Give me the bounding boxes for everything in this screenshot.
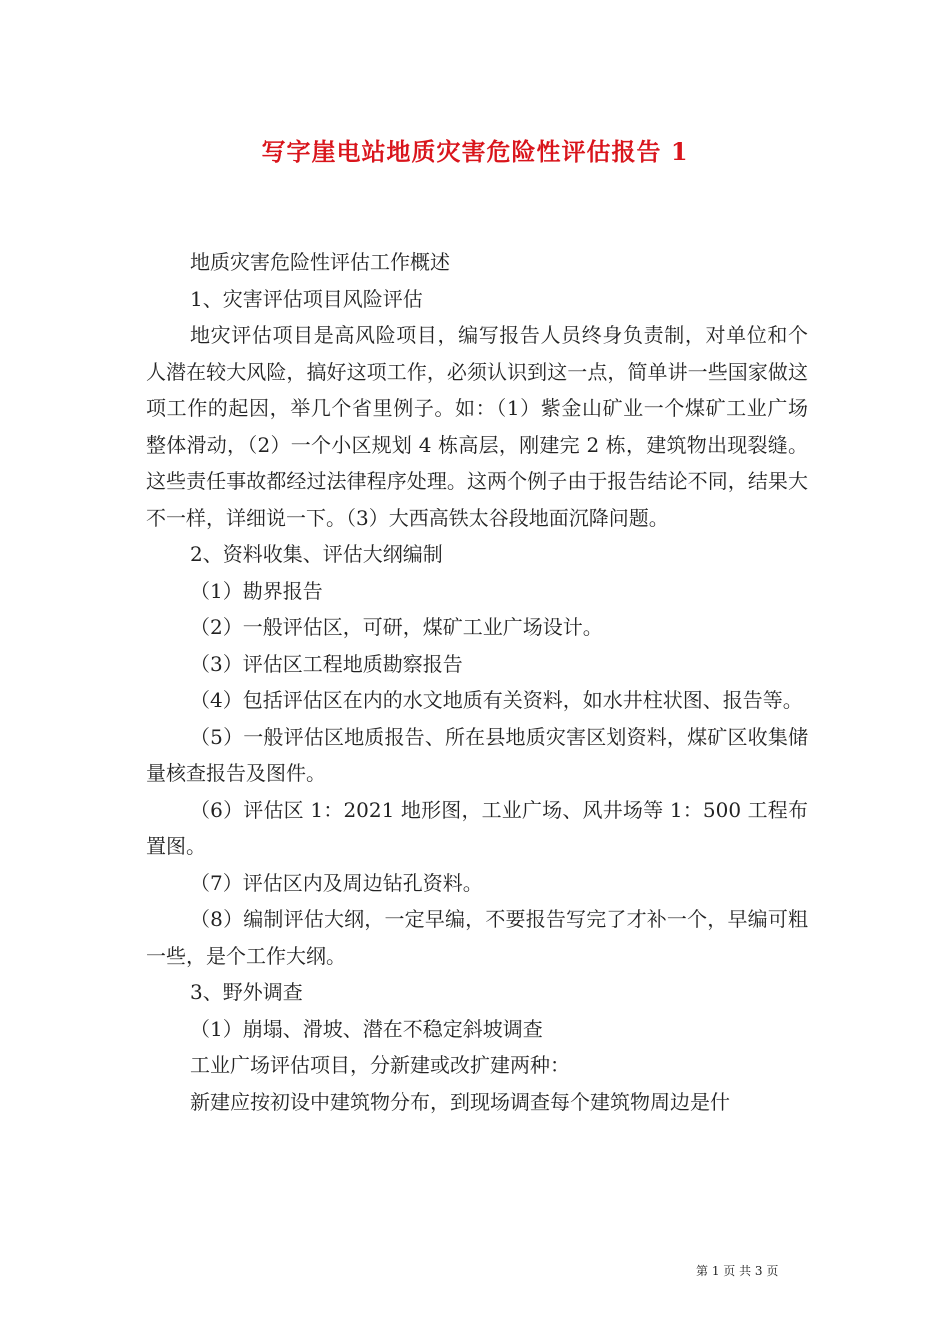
paragraph: 2、资料收集、评估大纲编制 <box>190 542 443 566</box>
paragraph: （4）包括评估区在内的水文地质有关资料，如水井柱状图、报告等。 <box>190 688 803 712</box>
document-title: 写字崖电站地质灾害危险性评估报告 1 <box>261 137 689 166</box>
paragraph: 1、灾害评估项目风险评估 <box>190 286 423 311</box>
paragraph: 工业广场评估项目，分新建或改扩建两种： <box>190 1053 570 1077</box>
paragraph: （8）编制评估大纲，一定早编，不要报告写完了才补一个，早编可粗一些，是个工作大纲。 <box>146 907 808 968</box>
paragraph: （3）评估区工程地质勘察报告 <box>190 651 463 676</box>
paragraph: （2）一般评估区，可研，煤矿工业广场设计。 <box>190 615 603 639</box>
paragraph: （1）崩塌、滑坡、潜在不稳定斜坡调查 <box>190 1016 543 1041</box>
paragraph: 新建应按初设中建筑物分布，到现场调查每个建筑物周边是什 <box>190 1089 730 1114</box>
paragraph: （6）评估区 1：2021 地形图，工业广场、风井场等 1：500 工程布置图。 <box>146 797 808 858</box>
paragraph: 3、野外调查 <box>190 980 303 1004</box>
document-body <box>146 244 808 1120</box>
paragraph: （5）一般评估区地质报告、所在县地质灾害区划资料，煤矿区收集储量核查报告及图件。 <box>146 724 808 785</box>
page-number: 第 1 页 共 3 页 <box>696 1264 779 1278</box>
paragraph: 地灾评估项目是高风险项目，编写报告人员终身负责制，对单位和个人潜在较大风险，搞好这项工作，必须认识到这一点，简单讲一些国家做这项工作的起因，举几个省里例子。如：（1）紫金山矿业一个煤矿工业广场整体滑动，（2）一个小区规划 4 栋高层，刚建完 2 栋，建筑物出现裂缝。这些责任事故都经过法律程序处理。这两个例子由于报告结论不同，结果大不一样，详细说一下。（3）大西高铁太谷段地面沉降问题。 <box>146 323 808 530</box>
paragraph: 地质灾害危险性评估工作概述 <box>190 250 450 274</box>
paragraph: （1）勘界报告 <box>190 578 323 603</box>
paragraph: （7）评估区内及周边钻孔资料。 <box>190 870 483 895</box>
